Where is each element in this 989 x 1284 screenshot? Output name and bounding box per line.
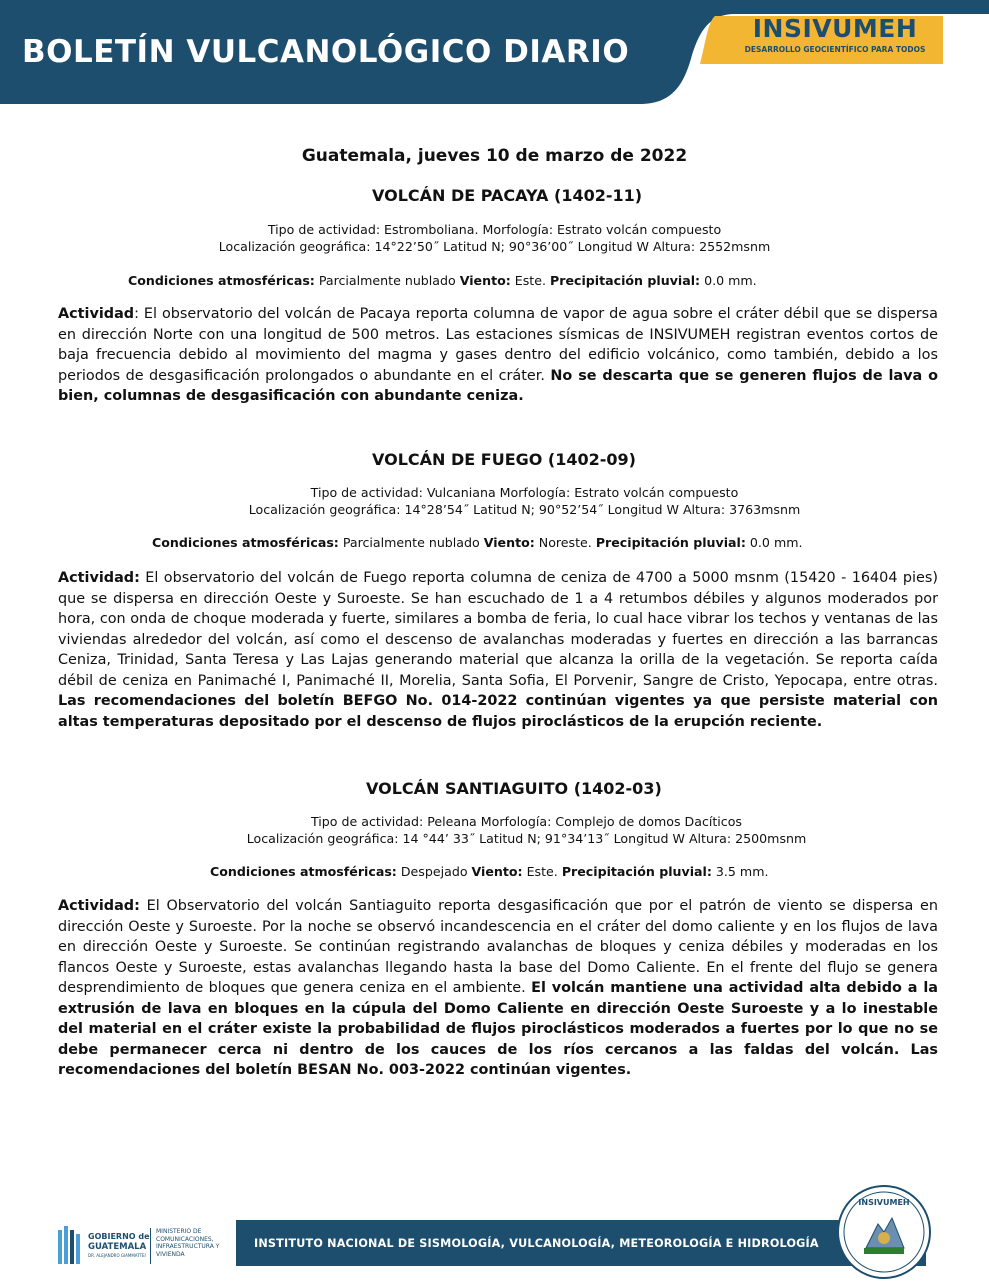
conditions-label: Condiciones atmosféricas: — [210, 864, 397, 879]
volcano-meta-fuego — [130, 484, 919, 518]
seal-label: INSIVUMEH — [858, 1198, 910, 1207]
precip-label: Precipitación pluvial: — [550, 273, 701, 288]
wind-value: Este. — [522, 864, 562, 879]
conditions-santiaguito — [210, 864, 768, 879]
geo-location: Localización geográfica: 14 °44’ 33˝ Latitud N; 91°34’13˝ Longitud W Altura: 2500msnm — [246, 831, 807, 846]
header-banner — [0, 0, 989, 112]
activity-text: : El observatorio del volcán de Pacaya reporta columna de vapor de agua sobre el cráter débil que se dispersa en dirección Norte con una longitud de 500 metros. Las estaciones sísmicas de INSIVUMEH registran eventos cortos de baja frecuencia debido al movimiento del magma y gases dentro del edificio volcánico, como también, debido a los periodos de desgasificación prolongados o abundante en el cráter. — [58, 306, 938, 384]
geo-location: Localización geográfica: 14°28’54˝ Latitud N; 90°52’54˝ Longitud W Altura: 3763msnm — [248, 502, 801, 517]
activity-label: Actividad: — [58, 570, 140, 586]
activity-warning: Las recomendaciones del boletín BEFGO No. 014-2022 continúan vigentes ya que persiste material con altas temperaturas depositado por el descenso de flujos piroclásticos de la erupción reciente. — [58, 693, 938, 730]
wind-label: Viento: — [459, 273, 511, 288]
geo-location: Localización geográfica: 14°22’50˝ Latitud N; 90°36’00˝ Longitud W Altura: 2552msnm — [218, 239, 771, 254]
wind-label: Viento: — [483, 535, 535, 550]
wind-label: Viento: — [471, 864, 523, 879]
wind-value: Este. — [510, 273, 550, 288]
activity-fuego — [58, 568, 938, 732]
activity-warning: No se descarta que se generen flujos de lava o bien, columnas de desgasificación con abundante ceniza. — [58, 367, 938, 404]
activity-type: Tipo de actividad: Vulcaniana Morfología: Estrato volcán compuesto — [310, 485, 739, 500]
gov-line1: GOBIERNO de — [88, 1232, 150, 1241]
activity-santiaguito — [58, 896, 938, 1081]
conditions-value: Parcialmente nublado — [338, 535, 484, 550]
institute-name: INSTITUTO NACIONAL DE SISMOLOGÍA, VULCANOLOGÍA, METEOROLOGÍA E HIDROLOGÍA — [254, 1237, 819, 1250]
precip-value: 0.0 mm. — [745, 535, 803, 550]
volcano-meta-pacaya — [100, 221, 889, 255]
activity-pacaya — [58, 304, 938, 407]
insivumeh-seal — [836, 1184, 932, 1280]
conditions-label: Condiciones atmosféricas: — [128, 273, 315, 288]
gov-line2: GUATEMALA — [88, 1242, 147, 1252]
activity-label: Actividad: — [58, 898, 140, 914]
gov-line3: DR. ALEJANDRO GIAMMATTEI — [88, 1253, 146, 1258]
logo-divider — [150, 1228, 151, 1264]
precip-label: Precipitación pluvial: — [595, 535, 746, 550]
conditions-value: Despejado — [396, 864, 472, 879]
volcano-title-pacaya: VOLCÁN DE PACAYA (1402-11) — [372, 186, 643, 205]
activity-warning: El volcán mantiene una actividad alta debido a la extrusión de lava en bloques en la cúpula del Domo Caliente en dirección Oeste Suroeste y a lo inestable del material en el cráter existe la probabilidad de flujos piroclásticos moderados a fuertes por lo que no se debe permanecer cerca ni dentro de los cauces de los ríos cercanos a las faldas del volcán. Las recomendaciones del boletín BESAN No. 003-2022 continúan vigentes. — [58, 980, 938, 1078]
government-logo — [58, 1222, 236, 1268]
precip-value: 0.0 mm. — [700, 273, 757, 288]
conditions-fuego — [152, 535, 802, 550]
activity-label: Actividad — [58, 306, 135, 322]
guatemala-flag-icon — [58, 1226, 82, 1266]
conditions-value: Parcialmente nublado — [314, 273, 460, 288]
brand-tagline: DESARROLLO GEOCIENTÍFICO PARA TODOS — [744, 45, 926, 54]
wind-value: Noreste. — [534, 535, 596, 550]
conditions-pacaya — [128, 273, 757, 288]
precip-value: 3.5 mm. — [711, 864, 769, 879]
conditions-label: Condiciones atmosféricas: — [152, 535, 339, 550]
activity-type: Tipo de actividad: Peleana Morfología: Complejo de domos Dacíticos — [310, 814, 742, 829]
volcano-title-santiaguito: VOLCÁN SANTIAGUITO (1402-03) — [366, 779, 662, 798]
activity-type: Tipo de actividad: Estromboliana. Morfología: Estrato volcán compuesto — [267, 222, 722, 237]
activity-text: El observatorio del volcán de Fuego reporta columna de ceniza de 4700 a 5000 msnm (15420 - 16404 pies) que se dispersa en dirección Oeste y Suroeste. Se han escuchado de 1 a 4 retumbos débiles y algunos moderados por hora, con onda de choque moderada y fuerte, similares a bomba de feria, lo cual hace vibrar los techos y ventanas de las viviendas alrededor del volcán, así como el descenso de avalanchas moderadas y fuertes en dirección a las barrancas Ceniza, Trinidad, Santa Teresa y Las Lajas generando material que alcanza la orilla de la vegetación. Se reporta caída débil de ceniza en Panimaché I, Panimaché II, Morelia, Santa Sofia, El Porvenir, Sangre de Cristo, Yepocapa, entre otras. — [58, 570, 938, 689]
activity-text: El Observatorio del volcán Santiaguito reporta desgasificación que por el patrón de viento se dispersa en dirección Oeste y Suroeste. Por la noche se observó incandescencia en el cráter del domo caliente y en los flujos de lava en dirección Oeste y Suroeste. Se continúan registrando avalanchas de bloques y ceniza débiles y moderadas en los flancos Oeste y Suroeste, estas avalanchas llegando hasta la base del Domo Caliente. En el frente del flujo se genera desprendimiento de bloques que genera ceniza en el ambiente. — [58, 898, 938, 996]
bulletin-date: Guatemala, jueves 10 de marzo de 2022 — [301, 146, 688, 166]
volcano-title-fuego: VOLCÁN DE FUEGO (1402-09) — [372, 450, 636, 469]
precip-label: Precipitación pluvial: — [561, 864, 712, 879]
volcano-meta-santiaguito — [132, 813, 921, 847]
brand-logo-text: INSIVUMEH — [752, 14, 918, 43]
bulletin-title: BOLETÍN VULCANOLÓGICO DIARIO — [22, 34, 630, 70]
ministry-name: MINISTERIO DE COMUNICACIONES, INFRAESTRUCTURA Y VIVIENDA — [156, 1228, 220, 1258]
